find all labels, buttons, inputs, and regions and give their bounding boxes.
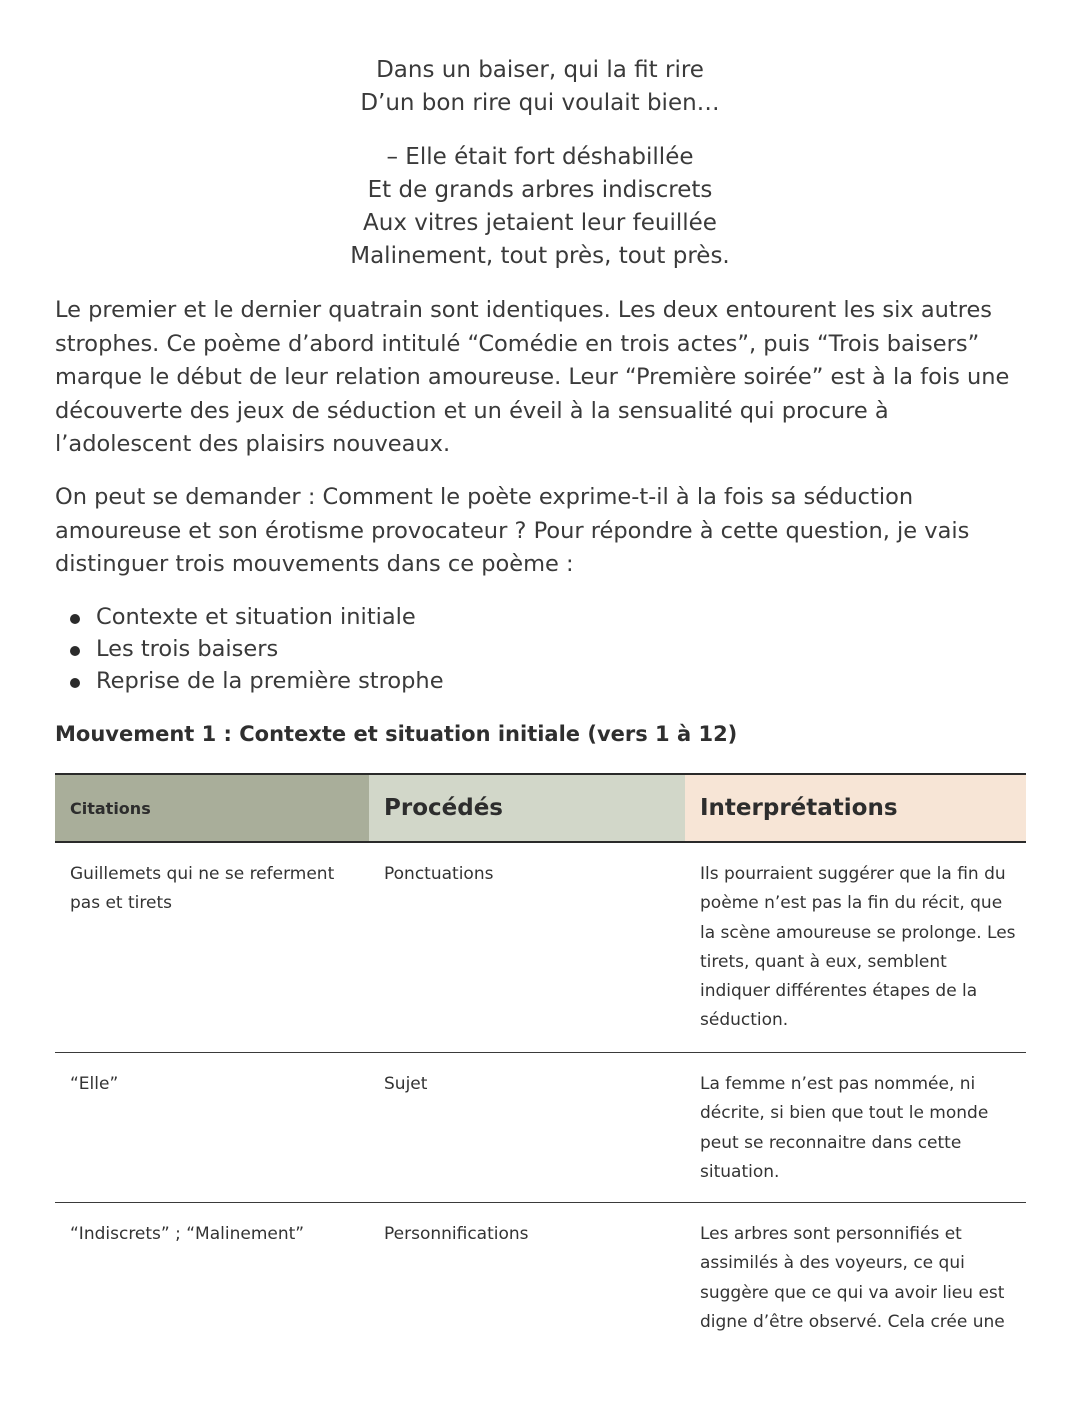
header-procedes: Procédés [369, 775, 685, 841]
poem-line: D’un bon rire qui voulait bien… [360, 90, 720, 116]
table-header [55, 773, 1026, 843]
poem-line: Malinement, tout près, tout près. [350, 243, 730, 269]
list-item [55, 665, 444, 697]
poem-line: Dans un baiser, qui la fit rire [376, 57, 704, 83]
problematique-paragraph: On peut se demander : Comment le poète exprime-t-il à la fois sa séduction amoureuse et son érotisme provocateur ? Pour répondre à cette question, je vais distinguer trois mouvements dans ce poème : [55, 484, 970, 577]
mouvements-list [55, 601, 444, 697]
cell-citation: “Indiscrets” ; “Malinement” [70, 1224, 305, 1244]
cell-procede: Ponctuations [384, 864, 494, 884]
table-row [55, 1203, 1026, 1353]
list-item-label: Les trois baisers [96, 636, 279, 662]
cell-procede: Personnifications [384, 1224, 529, 1244]
poem-stanza-a [0, 54, 1080, 120]
cell-citation: Guillemets qui ne se referment pas et tirets [70, 864, 335, 914]
table-row [55, 843, 1026, 1053]
cell-interpretation: Les arbres sont personnifiés et assimilés à des voyeurs, ce qui suggère que ce qui va avoir lieu est digne d’être observé. Cela crée une [700, 1224, 1005, 1332]
poem-stanza-b [0, 141, 1080, 273]
analysis-table [55, 773, 1026, 1353]
table-row [55, 1053, 1026, 1203]
poem-line: Aux vitres jetaient leur feuillée [363, 210, 717, 236]
list-item [55, 601, 444, 633]
bullet-icon [70, 614, 80, 624]
cell-interpretation: La femme n’est pas nommée, ni décrite, si bien que tout le monde peut se reconnaitre dans cette situation. [700, 1074, 989, 1182]
list-item-label: Reprise de la première strophe [96, 668, 444, 694]
header-interpretations: Interprétations [685, 775, 1026, 841]
list-item [55, 633, 444, 665]
section-heading: Mouvement 1 : Contexte et situation initiale (vers 1 à 12) [55, 722, 738, 746]
cell-procede: Sujet [384, 1074, 428, 1094]
bullet-icon [70, 678, 80, 688]
poem-line: Et de grands arbres indiscrets [367, 177, 713, 203]
poem-line: – Elle était fort déshabillée [386, 144, 694, 170]
bullet-icon [70, 646, 80, 656]
header-citations: Citations [55, 775, 369, 841]
cell-citation: “Elle” [70, 1074, 119, 1094]
list-item-label: Contexte et situation initiale [96, 604, 416, 630]
cell-interpretation: Ils pourraient suggérer que la fin du poème n’est pas la fin du récit, que la scène amoureuse se prolonge. Les tirets, quant à eux, semblent indiquer différentes étapes de la séduction. [700, 864, 1016, 1031]
intro-paragraph: Le premier et le dernier quatrain sont identiques. Les deux entourent les six autres strophes. Ce poème d’abord intitulé “Comédie en trois actes”, puis “Trois baisers” marque le début de leur relation amoureuse. Leur “Première soirée” est à la fois une découverte des jeux de séduction et un éveil à la sensualité qui procure à l’adolescent des plaisirs nouveaux. [55, 297, 1010, 457]
